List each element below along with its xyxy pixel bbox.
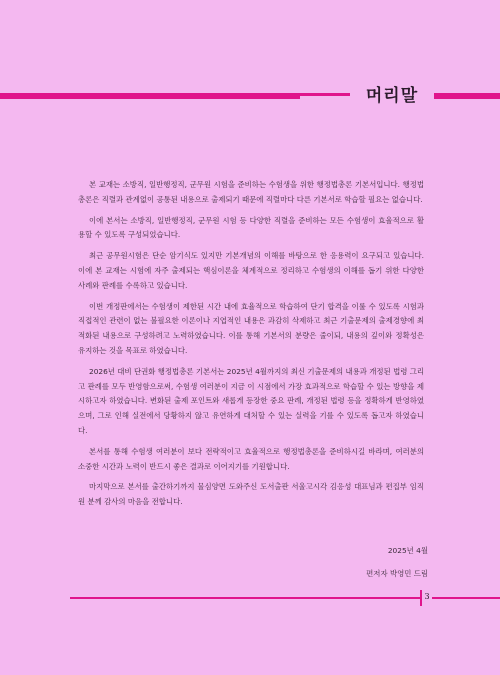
signature-author: 편저자 박영민 드림	[366, 569, 428, 578]
header-rule-left	[0, 93, 352, 96]
paragraph: 마지막으로 본서를 출간하기까지 물심양면 도와주신 도서출판 서울고시각 김응성 대표님과 편집부 임직원 분께 감사의 마음을 전합니다.	[78, 482, 424, 507]
paragraph: 본 교재는 소방직, 일반행정직, 군무원 시험을 준비하는 수험생을 위한 행정법총론 기본서입니다. 행정법총론은 직렬과 관계없이 공통된 내용으로 출제되기 때문에 직렬마다 다른 기본서로 학습할 필요는 없습니다.	[78, 180, 424, 204]
header-rule-right	[430, 93, 500, 99]
paragraph: 이에 본서는 소방직, 일반행정직, 군무원 시험 등 다양한 직렬을 준비하는 모든 수험생이 효율적으로 활용할 수 있도록 구성되었습니다.	[78, 215, 424, 240]
paragraph: 이번 개정판에서는 수험생이 제한된 시간 내에 효율적으로 학습하여 단기 합격을 이룰 수 있도록 시험과 직접적인 관련이 없는 불필요한 이론이나 지엽적인 내용은 과감히 삭제하고 최근 기출문제의 출제경향에 최적화된 내용으로 구성하려고 노력하였습니다. 이를 통해 기본서의 분량은 줄이되, 내용의 깊이와 정확성은 유지하는 것을 목표로 하였습니다.	[78, 301, 424, 355]
paragraph: 본서를 통해 수험생 여러분이 보다 전략적이고 효율적으로 행정법총론을 준비하시길 바라며, 여러분의 소중한 시간과 노력이 반드시 좋은 결과로 이어지기를 기원합니다.	[78, 446, 424, 471]
footer-rule	[70, 597, 426, 599]
paragraph: 최근 공무원시험은 단순 암기식도 있지만 기본개념의 이해를 바탕으로 한 응용력이 요구되고 있습니다. 이에 본 교재는 시험에 자주 출제되는 핵심이론을 체계적으로 정리하고 수험생의 이해를 돕기 위한 다양한 사례와 판례를 수록하고 있습니다.	[78, 251, 424, 290]
signature-date: 2025년 4월	[387, 546, 428, 555]
page-number: 3	[422, 592, 432, 606]
header-title-box	[350, 76, 434, 110]
footer-rule-right	[430, 597, 500, 599]
paragraph: 2026년 대비 단권화 행정법총론 기본서는 2025년 4월까지의 최신 기출문제의 내용과 개정된 법령 그리고 판례를 모두 반영함으로써, 수험생 여러분이 지금 이 시점에서 가장 효과적으로 학습할 수 있는 방향을 제시하고자 하였습니다. 변화된 출제 포인트와 새롭게 등장한 중요 판례, 개정된 법령 등을 정확하게 반영하였으며, 그로 인해 실전에서 당황하지 않고 유연하게 대처할 수 있는 실력을 기를 수 있도록 돕고자 하였습니다.	[78, 366, 424, 435]
page-title: 머리말	[365, 85, 419, 106]
preface-body	[78, 178, 424, 516]
